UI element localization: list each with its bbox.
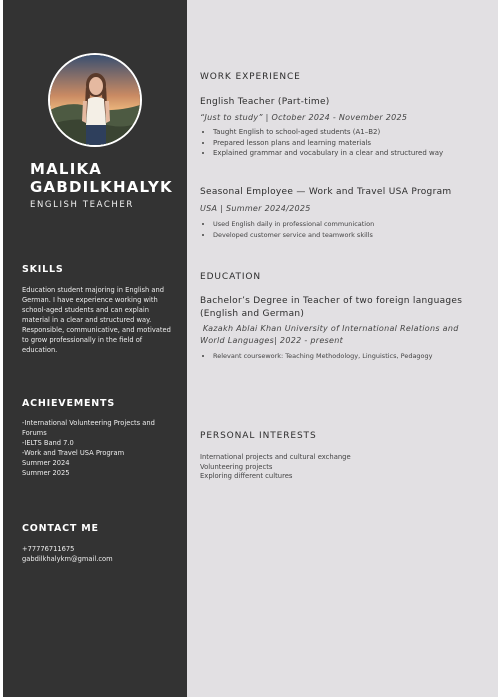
name-last: GABDILKHALYK (30, 178, 173, 196)
contact-details (22, 544, 172, 564)
education-bullets (203, 351, 433, 362)
degree (200, 295, 462, 321)
degree-line: (English and German) (200, 309, 305, 319)
achievements-heading: ACHIEVEMENTS (22, 398, 115, 409)
name-first: MALIKA (30, 160, 103, 178)
education-bullet: • Relevant coursework: Teaching Methodology, Linguistics, Pedagogy (213, 351, 433, 362)
job-bullet: • Used English daily in professional communication (213, 219, 374, 230)
achievement-line: -Work and Travel USA Program (22, 449, 125, 457)
achievement-line: Summer 2025 (22, 469, 70, 477)
achievement-line: Summer 2024 (22, 459, 70, 467)
school (200, 323, 459, 347)
job-title: English Teacher (Part-time) (200, 97, 330, 107)
achievement-line: Forums (22, 429, 47, 437)
school-line: World Languages| 2022 - present (200, 336, 344, 345)
school-line: Kazakh Ablai Khan University of International Relations and (200, 324, 459, 333)
job-bullet: • Prepared lesson plans and learning materials (213, 138, 443, 149)
interests-heading: PERSONAL INTERESTS (200, 431, 317, 441)
interest-item: International projects and cultural exchange (200, 453, 351, 461)
contact-phone[interactable]: +77776711675 (22, 545, 75, 553)
achievement-line: -International Volunteering Projects and (22, 419, 155, 427)
job-meta: USA | Summer 2024/2025 (200, 204, 311, 213)
full-name (30, 160, 173, 196)
degree-line: Bachelor’s Degree in Teacher of two foreign languages (200, 296, 463, 306)
job-bullet: • Explained grammar and vocabulary in a clear and structured way (213, 148, 443, 159)
interest-item: Volunteering projects (200, 462, 273, 471)
skills-heading: SKILLS (22, 264, 64, 275)
sidebar (3, 0, 187, 697)
contact-email[interactable]: gabdilkhalykm@gmail.com (22, 555, 113, 563)
job-bullet: • Taught English to school-aged students (A1–B2) (213, 127, 443, 138)
profile-photo (48, 53, 142, 147)
work-heading: WORK EXPERIENCE (200, 72, 301, 82)
job-bullets (203, 127, 443, 159)
achievement-line: -IELTS Band 7.0 (22, 439, 74, 447)
achievements-list (22, 418, 172, 478)
job-bullets (203, 219, 374, 240)
interest-item: Exploring different cultures (200, 472, 293, 481)
job-role: ENGLISH TEACHER (30, 200, 134, 210)
job-meta: “Just to study” | October 2024 - November 2025 (200, 113, 408, 122)
contact-heading: CONTACT ME (22, 523, 99, 534)
interests-list (200, 453, 351, 482)
resume-page (3, 0, 498, 697)
education-heading: EDUCATION (200, 272, 262, 282)
job-bullet: • Developed customer service and teamwork skills (213, 230, 374, 241)
skills-text: Education student majoring in English and German. I have experience working with school-aged students and can explain material in a clear and structured way. Responsible, communicative, and motivated to grow professionally in the field of education. (22, 286, 171, 354)
job-title: Seasonal Employee — Work and Travel USA Program (200, 187, 452, 197)
